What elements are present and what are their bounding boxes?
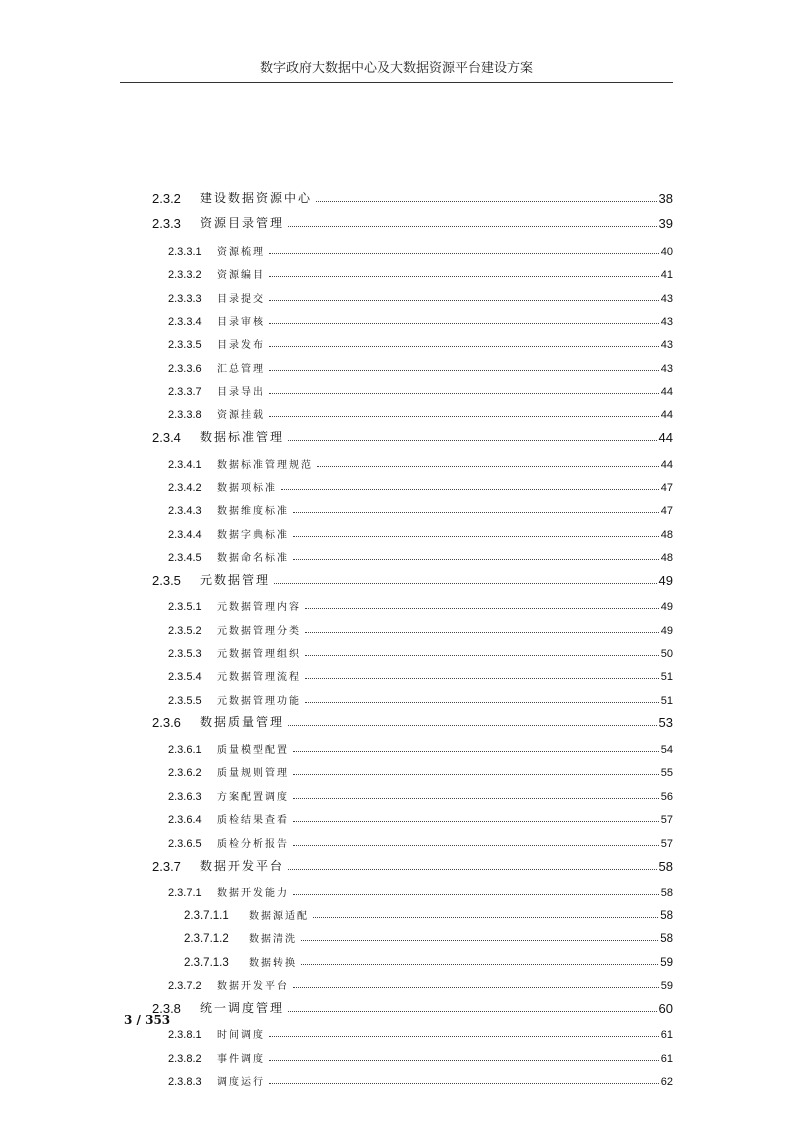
dot-leader [269,346,659,347]
toc-entry-page-number: 57 [660,814,673,826]
toc-entry-page-number: 49 [658,573,673,588]
toc-entry[interactable] [152,186,673,206]
toc-entry-number: 2.3.7.1.1 [184,910,229,922]
toc-entry-number: 2.3.3.1 [168,246,202,258]
toc-entry-title: 数据转换 [249,958,297,969]
toc-entry-page-number: 41 [660,269,673,281]
toc-entry-title: 质量规则管理 [217,768,289,779]
toc-entry[interactable] [184,949,673,969]
toc-entry-title: 资源挂载 [217,410,265,421]
toc-entry-page-number: 44 [660,386,673,398]
dot-leader [288,725,657,726]
toc-entry-page-number: 44 [658,430,673,445]
toc-entry-title: 元数据管理组织 [217,649,301,660]
toc-entry-title: 数据标准管理 [200,430,285,444]
toc-entry-number: 2.3.3.5 [168,339,202,351]
toc-entry-page-number: 53 [658,715,673,730]
toc-entry[interactable] [168,544,673,564]
dot-leader [274,583,657,584]
dot-leader [293,894,659,895]
toc-entry-page-number: 43 [660,339,673,351]
toc-entry[interactable] [152,854,673,874]
toc-entry[interactable] [168,736,673,756]
toc-entry-number: 2.3.8 [152,1001,181,1016]
toc-entry-page-number: 50 [660,648,673,660]
dot-leader [269,393,659,394]
toc-entry[interactable] [168,879,673,899]
toc-entry-number: 2.3.7.2 [168,980,202,992]
toc-entry[interactable] [168,1068,673,1088]
toc-entry-page-number: 43 [660,293,673,305]
toc-entry-title: 元数据管理分类 [217,626,301,637]
toc-entry-title: 数据质量管理 [200,715,285,729]
toc-entry[interactable] [168,640,673,660]
dot-leader [288,226,657,227]
toc-entry-page-number: 51 [660,671,673,683]
toc-entry-number: 2.3.3.7 [168,386,202,398]
toc-entry-title: 目录导出 [217,387,265,398]
toc-entry-number: 2.3.4.4 [168,529,202,541]
toc-entry[interactable] [168,783,673,803]
toc-entry-title: 资源梳理 [217,247,265,258]
toc-entry-page-number: 48 [660,529,673,541]
toc-entry-number: 2.3.3.8 [168,409,202,421]
toc-entry[interactable] [168,663,673,683]
toc-entry-title: 时间调度 [217,1030,265,1041]
toc-entry-page-number: 43 [660,363,673,375]
dot-leader [293,821,659,822]
toc-entry[interactable] [168,451,673,471]
toc-entry-title: 数据字典标准 [217,530,289,541]
dot-leader [269,300,659,301]
toc-entry-number: 2.3.5.5 [168,695,202,707]
toc-entry-title: 质检结果查看 [217,815,289,826]
dot-leader [293,798,659,799]
toc-entry[interactable] [168,474,673,494]
toc-entry-page-number: 61 [660,1029,673,1041]
toc-entry-title: 元数据管理功能 [217,696,301,707]
dot-leader [305,655,659,656]
toc-entry-page-number: 58 [660,887,673,899]
header-divider [120,82,673,83]
toc-entry-page-number: 55 [660,767,673,779]
toc-entry-number: 2.3.6.1 [168,744,202,756]
dot-leader [293,512,659,513]
toc-entry-title: 质量模型配置 [217,745,289,756]
dot-leader [305,632,659,633]
toc-entry[interactable] [152,710,673,730]
toc-entry[interactable] [168,1021,673,1041]
dot-leader [288,869,657,870]
toc-entry[interactable] [168,687,673,707]
toc-entry-number: 2.3.6 [152,715,181,730]
toc-entry-number: 2.3.3.3 [168,293,202,305]
dot-leader [317,466,659,467]
toc-entry-page-number: 49 [660,601,673,613]
dot-leader [269,323,659,324]
toc-entry-number: 2.3.5.4 [168,671,202,683]
toc-entry-page-number: 61 [660,1053,673,1065]
toc-entry-number: 2.3.8.1 [168,1029,202,1041]
toc-entry-title: 质检分析报告 [217,839,289,850]
toc-entry-title: 建设数据资源中心 [200,191,313,205]
dot-leader [288,440,657,441]
toc-entry-title: 数据开发平台 [200,859,285,873]
toc-entry-page-number: 54 [660,744,673,756]
toc-entry-number: 2.3.5.3 [168,648,202,660]
toc-entry-title: 资源编目 [217,270,265,281]
toc-entry-number: 2.3.6.4 [168,814,202,826]
toc-entry-number: 2.3.5 [152,573,181,588]
dot-leader [293,774,659,775]
toc-entry-number: 2.3.3.2 [168,269,202,281]
toc-entry[interactable] [152,568,673,588]
dot-leader [269,370,659,371]
toc-entry-title: 资源目录管理 [200,216,285,230]
toc-entry-title: 汇总管理 [217,364,265,375]
toc-entry-number: 2.3.8.2 [168,1053,202,1065]
toc-entry-page-number: 56 [660,791,673,803]
toc-entry-title: 数据清洗 [249,934,297,945]
toc-entry-number: 2.3.6.3 [168,791,202,803]
dot-leader [269,416,659,417]
toc-entry-title: 数据开发能力 [217,888,289,899]
toc-entry-number: 2.3.6.2 [168,767,202,779]
toc-entry-page-number: 59 [660,980,673,992]
toc-entry-title: 元数据管理流程 [217,672,301,683]
toc-entry[interactable] [168,261,673,281]
toc-entry[interactable] [168,355,673,375]
toc-entry-title: 数据开发平台 [217,981,289,992]
dot-leader [301,964,658,965]
toc-entry[interactable] [168,238,673,258]
dot-leader [269,1036,659,1037]
toc-entry-page-number: 58 [660,933,673,945]
dot-leader [316,201,657,202]
dot-leader [301,940,658,941]
dot-leader [305,702,659,703]
toc-entry[interactable] [168,521,673,541]
dot-leader [305,678,659,679]
toc-entry-number: 2.3.7 [152,859,181,874]
toc-entry-page-number: 58 [660,910,673,922]
toc-entry[interactable] [168,617,673,637]
toc-entry-number: 2.3.3 [152,216,181,231]
toc-entry-title: 数据标准管理规范 [217,460,313,471]
toc-entry-number: 2.3.7.1.2 [184,933,229,945]
toc-entry[interactable] [168,497,673,517]
toc-entry[interactable] [168,593,673,613]
toc-entry-title: 目录审核 [217,317,265,328]
toc-entry-number: 2.3.4.2 [168,482,202,494]
toc-entry-page-number: 48 [660,552,673,564]
toc-entry[interactable] [168,401,673,421]
toc-entry[interactable] [152,211,673,231]
dot-leader [293,751,659,752]
toc-entry-number: 2.3.6.5 [168,838,202,850]
toc-entry-page-number: 44 [660,459,673,471]
toc-entry-number: 2.3.5.1 [168,601,202,613]
toc-entry[interactable] [152,425,673,445]
page-header-title: 数字政府大数据中心及大数据资源平台建设方案 [259,61,533,76]
toc-entry-title: 数据维度标准 [217,506,289,517]
toc-entry-title: 数据命名标准 [217,553,289,564]
toc-entry-title: 数据源适配 [249,911,309,922]
toc-entry-title: 事件调度 [217,1054,265,1065]
toc-entry-number: 2.3.7.1.3 [184,957,229,969]
toc-entry[interactable] [152,996,673,1016]
toc-entry-page-number: 58 [658,859,673,874]
dot-leader [269,1060,659,1061]
toc-entry-number: 2.3.3.4 [168,316,202,328]
toc-entry-page-number: 49 [660,625,673,637]
toc-entry[interactable] [168,308,673,328]
toc-entry-page-number: 59 [660,957,673,969]
toc-entry-page-number: 51 [660,695,673,707]
dot-leader [293,536,659,537]
toc-entry[interactable] [168,806,673,826]
toc-entry[interactable] [184,925,673,945]
toc-entry[interactable] [168,1045,673,1065]
toc-entry-title: 目录发布 [217,340,265,351]
toc-entry[interactable] [184,902,673,922]
toc-entry-title: 调度运行 [217,1077,265,1088]
toc-entry-page-number: 60 [658,1001,673,1016]
toc-entry-page-number: 44 [660,409,673,421]
dot-leader [293,987,659,988]
dot-leader [281,489,659,490]
toc-entry-number: 2.3.4.1 [168,459,202,471]
toc-entry-page-number: 47 [660,482,673,494]
toc-entry-page-number: 40 [660,246,673,258]
toc-entry-number: 2.3.4.3 [168,505,202,517]
toc-entry-page-number: 39 [658,216,673,231]
toc-entry-number: 2.3.2 [152,191,181,206]
toc-entry-page-number: 47 [660,505,673,517]
toc-entry-title: 目录提交 [217,294,265,305]
toc-entry-title: 元数据管理内容 [217,602,301,613]
toc-entry-number: 2.3.4 [152,430,181,445]
page-number-footer: 3 / 353 [124,1013,171,1027]
toc-entry-page-number: 57 [660,838,673,850]
toc-entry-page-number: 38 [658,191,673,206]
toc-entry[interactable] [168,972,673,992]
dot-leader [293,559,659,560]
dot-leader [313,917,658,918]
toc-entry[interactable] [168,830,673,850]
toc-entry[interactable] [168,759,673,779]
dot-leader [293,845,659,846]
toc-entry-number: 2.3.3.6 [168,363,202,375]
toc-entry-number: 2.3.8.3 [168,1076,202,1088]
dot-leader [269,253,659,254]
dot-leader [269,1083,659,1084]
toc-entry-title: 统一调度管理 [200,1001,285,1015]
dot-leader [269,276,659,277]
toc-entry-title: 数据项标准 [217,483,277,494]
toc-entry-page-number: 43 [660,316,673,328]
toc-entry-title: 元数据管理 [200,573,271,587]
toc-entry-number: 2.3.4.5 [168,552,202,564]
toc-entry-number: 2.3.5.2 [168,625,202,637]
toc-entry-number: 2.3.7.1 [168,887,202,899]
toc-entry-page-number: 62 [660,1076,673,1088]
toc-entry[interactable] [168,378,673,398]
toc-entry[interactable] [168,331,673,351]
dot-leader [288,1011,657,1012]
toc-entry[interactable] [168,285,673,305]
dot-leader [305,608,659,609]
toc-entry-title: 方案配置调度 [217,792,289,803]
